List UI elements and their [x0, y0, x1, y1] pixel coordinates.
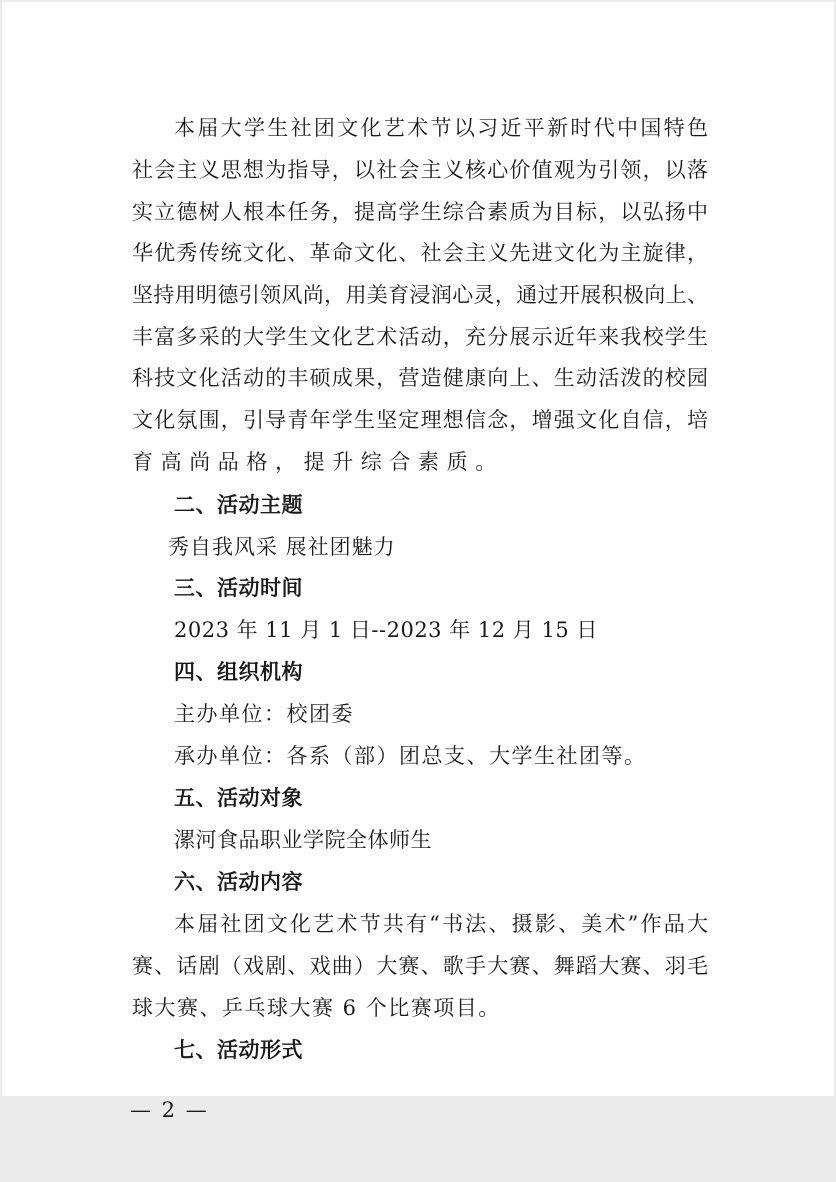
host-unit: 主办单位：校团委 — [174, 702, 354, 726]
section-heading-time: 三、活动时间 — [174, 576, 303, 600]
paragraph-line: 文化氛围，引导青年学生坚定理想信念，增强文化自信，培 — [132, 408, 708, 432]
section-heading-theme: 二、活动主题 — [174, 493, 303, 517]
paragraph-line: 坚持用明德引领风尚，用美育浸润心灵，通过开展积极向上、 — [132, 283, 708, 307]
section-heading-organization: 四、组织机构 — [174, 660, 303, 684]
organizer-unit: 承办单位：各系（部）团总支、大学生社团等。 — [174, 744, 647, 768]
paragraph-line: 科技文化活动的丰硕成果，营造健康向上、生动活泼的校园 — [132, 366, 708, 390]
paragraph-line: 育高尚品格，提升综合素质。 — [132, 450, 504, 474]
paragraph-line: 社会主义思想为指导，以社会主义核心价值观为引领，以落 — [132, 158, 708, 182]
paragraph-line: 球大赛、乒乓球大赛 6 个比赛项目。 — [132, 996, 501, 1020]
time-range: 2023 年 11 月 1 日--2023 年 12 月 15 日 — [174, 618, 598, 642]
document-page — [2, 2, 834, 1122]
paragraph-line: 本届社团文化艺术节共有“书法、摄影、美术”作品大 — [174, 912, 708, 936]
paragraph-line: 实立德树人根本任务，提高学生综合素质为目标，以弘扬中 — [132, 200, 708, 224]
audience-text: 漯河食品职业学院全体师生 — [174, 828, 432, 852]
paragraph-line: 丰富多采的大学生文化艺术活动，充分展示近年来我校学生 — [132, 325, 708, 349]
section-heading-format: 七、活动形式 — [174, 1038, 303, 1062]
paragraph-line: 本届大学生社团文化艺术节以习近平新时代中国特色 — [174, 116, 708, 140]
section-heading-audience: 五、活动对象 — [174, 786, 303, 810]
page-number: — 2 — — [130, 1098, 209, 1122]
section-heading-content: 六、活动内容 — [174, 870, 303, 894]
theme-text: 秀自我风采 展社团魅力 — [168, 535, 396, 559]
paragraph-line: 赛、话剧（戏剧、戏曲）大赛、歌手大赛、舞蹈大赛、羽毛 — [132, 954, 708, 978]
paragraph-line: 华优秀传统文化、革命文化、社会主义先进文化为主旋律， — [132, 241, 708, 265]
